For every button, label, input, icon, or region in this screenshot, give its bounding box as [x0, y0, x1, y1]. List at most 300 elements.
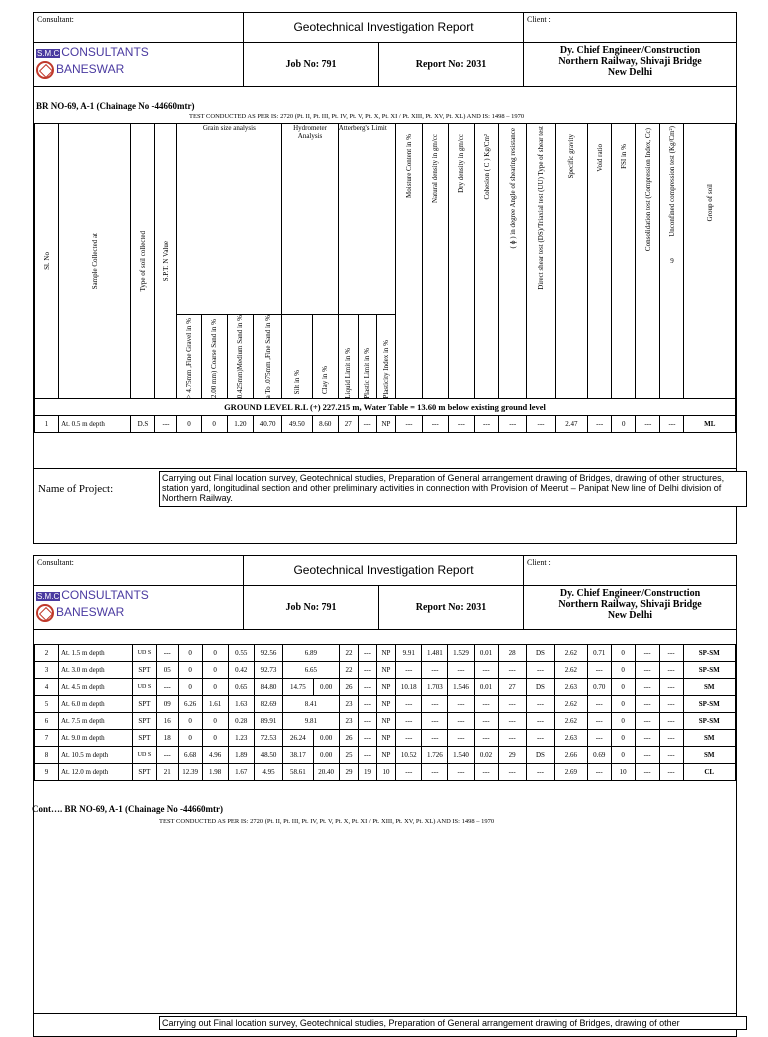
table-cell: SP-SM [683, 645, 736, 662]
table-cell: 12.39 [178, 764, 202, 781]
col-type: Type of soil collected [131, 124, 155, 399]
table-cell: 40.70 [253, 416, 281, 433]
table-cell: 82.69 [254, 696, 282, 713]
report-title: Geotechnical Investigation Report [244, 556, 524, 586]
table-cell: --- [526, 696, 554, 713]
emblem-icon [36, 61, 54, 79]
table-cell: --- [448, 696, 474, 713]
continued-test-line: TEST CONDUCTED AS PER IS: 2720 (Pt. II, Pt. III, Pt. IV, Pt. V, Pt. X, Pt. XI / Pt. XIII, Pt. XV, Pt. XL) AND IS: 1498 – 1970 [159, 818, 495, 825]
table-cell: --- [422, 416, 448, 433]
table-cell: 1.726 [422, 747, 448, 764]
logo-cell [34, 586, 244, 630]
table-cell: 0 [202, 679, 228, 696]
table-cell: SPT [132, 764, 156, 781]
table-cell: CL [683, 764, 736, 781]
table-cell: SM [683, 730, 736, 747]
project-description: Carrying out Final location survey, Geotechnical studies, Preparation of General arrangement drawing of Bridges, drawing of other structures, station yard, longitudinal section and other preliminary activities in connection with Provision of Meerut – Panipat New line of Delhi division of Northern Railway. [159, 471, 747, 507]
table-cell: --- [156, 679, 178, 696]
table-cell: 48.50 [254, 747, 282, 764]
table-cell: --- [659, 679, 683, 696]
continued-heading: Cont…. BR NO-69, A-1 (Chainage No -44660mtr) [32, 804, 223, 814]
table-cell: 22 [339, 645, 359, 662]
table-cell: 0 [178, 662, 202, 679]
table-cell: 9.81 [283, 713, 340, 730]
table-cell: SP-SM [683, 713, 736, 730]
table-cell: 9 [35, 764, 59, 781]
col-fsi: FSI in % [612, 124, 636, 399]
table-cell: 0 [611, 679, 635, 696]
table-cell: --- [448, 730, 474, 747]
table-cell: 26.24 [283, 730, 313, 747]
table-cell: --- [448, 416, 474, 433]
table-cell: --- [359, 730, 376, 747]
table-cell: D.S [131, 416, 155, 433]
table-cell: At. 6.0 m depth [58, 696, 132, 713]
table-cell: --- [359, 696, 376, 713]
table-cell: 2.63 [555, 730, 588, 747]
table-cell: --- [474, 416, 498, 433]
table-cell: --- [422, 696, 448, 713]
grain-size-group: Grain size analysis [177, 124, 282, 315]
table-cell: 92.56 [254, 645, 282, 662]
table-cell: 1 [35, 416, 59, 433]
col-sl: Sl. No [35, 124, 59, 399]
table-cell: 6.26 [178, 696, 202, 713]
col-test-type: Direct shear test (DS)/Triaxial test (UU) Type of shear test [527, 124, 555, 399]
table-cell: 0.65 [228, 679, 254, 696]
table-cell: SP-SM [683, 662, 736, 679]
table-cell: At. 4.5 m depth [58, 679, 132, 696]
table-cell: --- [635, 696, 659, 713]
client-label: Client : [524, 556, 736, 586]
col-group: Group of soil [684, 124, 736, 399]
table-cell: --- [474, 662, 498, 679]
table-cell: 0.69 [587, 747, 611, 764]
table-cell: 18 [156, 730, 178, 747]
table-cell: SPT [132, 662, 156, 679]
table-cell: 21 [156, 764, 178, 781]
table-cell: 2.63 [555, 679, 588, 696]
table-cell: 5 [35, 696, 59, 713]
table-cell: UD S [132, 679, 156, 696]
table-cell: NP [376, 679, 396, 696]
table-cell: 28 [498, 645, 526, 662]
table-cell: --- [359, 645, 376, 662]
logo-top-text: CONSULTANTS [61, 588, 149, 602]
table-cell: 0.01 [474, 679, 498, 696]
table-cell: 8 [35, 747, 59, 764]
col-cohesion: Cohesion ( C ) Kg/Cm² [474, 124, 498, 399]
table-cell: --- [422, 662, 448, 679]
table-cell: 22 [339, 662, 359, 679]
client-line-3: New Delhi [607, 67, 653, 78]
table-cell: 4 [35, 679, 59, 696]
table-cell: NP [376, 645, 396, 662]
table-cell: 4.96 [202, 747, 228, 764]
table-cell: --- [587, 730, 611, 747]
table-cell: 0.00 [313, 747, 339, 764]
table-cell: --- [526, 713, 554, 730]
table-cell: 1.61 [202, 696, 228, 713]
table-cell: 09 [156, 696, 178, 713]
col-pl: Plastic Limit in % [358, 315, 376, 399]
col-pi: Plasticity Index in % [376, 315, 396, 399]
table-cell: --- [635, 764, 659, 781]
logo-box: S.M.C [37, 592, 60, 601]
table-cell: SM [683, 747, 736, 764]
table-cell: --- [156, 747, 178, 764]
table-cell: 0 [202, 645, 228, 662]
table-cell: 8.41 [283, 696, 340, 713]
table-row [35, 713, 736, 730]
table-cell: 1.89 [228, 747, 254, 764]
table-cell: 2.69 [555, 764, 588, 781]
client-address [524, 43, 736, 87]
col-spt: S.P.T. N Value [155, 124, 177, 399]
table-cell: NP [376, 696, 396, 713]
table-cell: 16 [156, 713, 178, 730]
table-cell: --- [635, 713, 659, 730]
table-cell: 0 [611, 730, 635, 747]
table-cell: 0 [611, 713, 635, 730]
table-cell: 29 [339, 764, 359, 781]
col-dry-density: Dry density in gm/cc [448, 124, 474, 399]
table-cell: 2.62 [555, 713, 588, 730]
col-coarse-sand: 2.00 mm) Coarse Sand in % [201, 315, 227, 399]
table-cell: NP [376, 730, 396, 747]
table-cell: SPT [132, 696, 156, 713]
table-cell: --- [359, 662, 376, 679]
table-cell: 1.67 [228, 764, 254, 781]
table-cell: 0 [178, 730, 202, 747]
table-cell: --- [635, 730, 659, 747]
table-cell: --- [587, 662, 611, 679]
table-cell: --- [422, 713, 448, 730]
table-cell: At. 7.5 m depth [58, 713, 132, 730]
job-no: Job No: 791 [244, 43, 379, 87]
table-cell: 1.481 [422, 645, 448, 662]
report-header [34, 13, 736, 87]
table-cell: --- [526, 730, 554, 747]
table-cell: DS [526, 679, 554, 696]
table-cell: 0.55 [228, 645, 254, 662]
table-cell: 6.68 [178, 747, 202, 764]
table-cell: 7 [35, 730, 59, 747]
table-cell: ML [684, 416, 736, 433]
table-cell: 27 [338, 416, 358, 433]
table-cell: 2.62 [555, 696, 588, 713]
table-cell: --- [635, 679, 659, 696]
table-cell: 0 [611, 662, 635, 679]
table-row [35, 730, 736, 747]
table-cell: --- [396, 662, 422, 679]
table-cell: 26 [339, 730, 359, 747]
report-no: Report No: 2031 [379, 586, 524, 630]
table-cell: NP [376, 662, 396, 679]
section-heading: BR NO-69, A-1 (Chainage No -44660mtr) [36, 101, 195, 111]
table-cell: --- [448, 713, 474, 730]
table-cell: 19 [359, 764, 376, 781]
table-cell: 84.80 [254, 679, 282, 696]
table-cell: 0.01 [474, 645, 498, 662]
table-cell: 10 [376, 764, 396, 781]
table-cell: 2.62 [555, 645, 588, 662]
table-cell: DS [526, 747, 554, 764]
table-cell: --- [498, 764, 526, 781]
consultant-logo [36, 588, 149, 622]
client-line-3: New Delhi [607, 610, 653, 621]
table-cell: At. 0.5 m depth [59, 416, 131, 433]
table-cell: 49.50 [282, 416, 312, 433]
table-cell: 72.53 [254, 730, 282, 747]
table-cell: --- [498, 713, 526, 730]
logo-bottom-text: BANESWAR [56, 605, 125, 620]
table-cell: 05 [156, 662, 178, 679]
table-cell: At. 3.0 m depth [58, 662, 132, 679]
atterberg-group: Atterberg's Limit [338, 124, 396, 315]
table-cell: 26 [339, 679, 359, 696]
table-cell: 0.28 [228, 713, 254, 730]
table-cell: --- [498, 730, 526, 747]
table-cell: --- [659, 696, 683, 713]
table-cell: SPT [132, 713, 156, 730]
table-cell: 29 [498, 747, 526, 764]
table-cell: --- [396, 730, 422, 747]
table-cell: --- [526, 662, 554, 679]
table-cell: --- [659, 645, 683, 662]
table-cell: --- [359, 679, 376, 696]
results-table-page2 [34, 644, 736, 781]
col-fine-sand: a To .075mm ,Fine Sand in % [253, 315, 281, 399]
table-cell: 0 [202, 730, 228, 747]
table-cell: --- [474, 730, 498, 747]
table-cell: --- [474, 713, 498, 730]
table-cell: --- [636, 416, 660, 433]
table-cell: --- [396, 696, 422, 713]
table-cell: 14.75 [283, 679, 313, 696]
report-header [34, 556, 736, 630]
table-cell: 92.73 [254, 662, 282, 679]
table-cell: SM [683, 679, 736, 696]
table-cell: 38.17 [283, 747, 313, 764]
job-no: Job No: 791 [244, 586, 379, 630]
table-cell: 25 [339, 747, 359, 764]
client-line-2: Northern Railway, Shivaji Bridge [558, 599, 702, 610]
table-cell: --- [587, 764, 611, 781]
table-cell: 6.89 [283, 645, 340, 662]
table-cell: --- [474, 764, 498, 781]
col-sample: Sample Collected at [59, 124, 131, 399]
table-cell: 20.40 [313, 764, 339, 781]
client-line-1: Dy. Chief Engineer/Construction [559, 588, 701, 599]
table-cell: 6 [35, 713, 59, 730]
table-cell: 8.60 [312, 416, 338, 433]
client-address [524, 586, 736, 630]
table-cell: DS [526, 645, 554, 662]
results-table-page1 [34, 123, 736, 433]
consultant-label: Consultant: [34, 556, 244, 586]
report-sheet-2 [33, 555, 737, 1037]
table-cell: 1.20 [227, 416, 253, 433]
table-cell: At. 12.0 m depth [58, 764, 132, 781]
col-ucs: Unconfined compression test (Kg/Cm²) 9 [660, 124, 684, 399]
table-cell: 9.91 [396, 645, 422, 662]
logo-bottom-text: BANESWAR [56, 62, 125, 77]
table-row [35, 679, 736, 696]
table-cell: 1.529 [448, 645, 474, 662]
table-cell: --- [474, 696, 498, 713]
table-cell: 0 [611, 645, 635, 662]
table-cell: --- [635, 662, 659, 679]
col-medium-sand: 0.425mm)Medium Sand in % [227, 315, 253, 399]
table-cell: 1.546 [448, 679, 474, 696]
table-cell: --- [359, 713, 376, 730]
table-cell: --- [359, 747, 376, 764]
table-cell: NP [376, 713, 396, 730]
consultant-logo [36, 45, 149, 79]
table-row [35, 696, 736, 713]
col-consolidation: Consolidation test (Compression Index, Cc) [636, 124, 660, 399]
table-cell: 0.70 [587, 679, 611, 696]
emblem-icon [36, 604, 54, 622]
col-natural-density: Natural density in gm/cc [422, 124, 448, 399]
table-cell: 27 [498, 679, 526, 696]
table-cell: --- [635, 645, 659, 662]
client-label: Client : [524, 13, 736, 43]
table-cell: At. 10.5 m depth [58, 747, 132, 764]
table-cell: 0 [202, 662, 228, 679]
report-title: Geotechnical Investigation Report [244, 13, 524, 43]
table-cell: --- [448, 764, 474, 781]
table-cell: 23 [339, 713, 359, 730]
table-cell: SPT [132, 730, 156, 747]
table-cell: 0.71 [587, 645, 611, 662]
table-cell: 0.02 [474, 747, 498, 764]
project-section [34, 1013, 736, 1037]
table-cell: --- [448, 662, 474, 679]
table-cell: NP [376, 747, 396, 764]
table-cell: 0.42 [228, 662, 254, 679]
table-cell: 89.91 [254, 713, 282, 730]
table-cell: 3 [35, 662, 59, 679]
table-cell: 0 [611, 696, 635, 713]
table-cell: At. 9.0 m depth [58, 730, 132, 747]
table-cell: --- [659, 747, 683, 764]
table-row [35, 747, 736, 764]
table-cell: 2 [35, 645, 59, 662]
table-cell: 0 [202, 713, 228, 730]
table-cell: At. 1.5 m depth [58, 645, 132, 662]
table-cell: 23 [339, 696, 359, 713]
table-cell: --- [659, 730, 683, 747]
project-label: Name of Project: [38, 483, 114, 495]
table-cell: --- [659, 764, 683, 781]
table-cell: 1.98 [202, 764, 228, 781]
table-cell: 10.18 [396, 679, 422, 696]
table-cell: 0 [611, 747, 635, 764]
table-cell: 2.66 [555, 747, 588, 764]
table-cell: 10 [611, 764, 635, 781]
table-cell: 6.65 [283, 662, 340, 679]
table-cell: NP [376, 416, 396, 433]
table-cell: 0 [178, 679, 202, 696]
table-cell: --- [498, 662, 526, 679]
table-cell: --- [498, 696, 526, 713]
client-line-1: Dy. Chief Engineer/Construction [559, 45, 701, 56]
table-cell: --- [422, 764, 448, 781]
table-cell: --- [660, 416, 684, 433]
hydrometer-group: Hydrometer Analysis [282, 124, 339, 315]
project-section [34, 468, 736, 544]
table-cell: 58.61 [283, 764, 313, 781]
col-phi: ( ɸ ) in degree Angle of shearing resistance [499, 124, 527, 399]
project-description: Carrying out Final location survey, Geotechnical studies, Preparation of General arrangement drawing of Bridges, drawing of other [159, 1016, 747, 1030]
table-cell: --- [499, 416, 527, 433]
table-cell: 0 [201, 416, 227, 433]
table-cell: 1.540 [448, 747, 474, 764]
table-cell: --- [587, 713, 611, 730]
table-cell: 1.63 [228, 696, 254, 713]
table-cell: 0.00 [313, 679, 339, 696]
table-cell: --- [527, 416, 555, 433]
table-cell: 2.47 [555, 416, 587, 433]
table-cell: SP-SM [683, 696, 736, 713]
col-ll: Liquid Limit in % [338, 315, 358, 399]
table-cell: 1.23 [228, 730, 254, 747]
report-sheet-1 [33, 12, 737, 544]
table-cell: --- [635, 747, 659, 764]
table-cell: --- [526, 764, 554, 781]
table-cell: --- [396, 416, 422, 433]
table-cell: --- [659, 713, 683, 730]
table-cell: --- [396, 764, 422, 781]
table-row [35, 416, 736, 433]
table-cell: 0 [178, 645, 202, 662]
table-cell: --- [587, 696, 611, 713]
table-cell: 0 [178, 713, 202, 730]
table-cell: --- [396, 713, 422, 730]
report-no: Report No: 2031 [379, 43, 524, 87]
table-cell: 0 [612, 416, 636, 433]
col-silt: Silt in % [282, 315, 312, 399]
table-cell: UD S [132, 645, 156, 662]
table-cell: 0.00 [313, 730, 339, 747]
logo-top-text: CONSULTANTS [61, 45, 149, 59]
logo-box: S.M.C [37, 49, 60, 58]
table-cell: --- [155, 416, 177, 433]
ground-level-row: GROUND LEVEL R.L (+) 227.215 m, Water Table = 13.60 m below existing ground level [35, 399, 736, 416]
col-clay: Clay in % [312, 315, 338, 399]
table-cell: --- [358, 416, 376, 433]
logo-cell [34, 43, 244, 87]
table-row [35, 764, 736, 781]
table-cell: 4.95 [254, 764, 282, 781]
col-moisture: Moisture Content in % [396, 124, 422, 399]
table-cell: 1.703 [422, 679, 448, 696]
col-gravel: > 4.75mm ,Fine Gravel in % [177, 315, 201, 399]
table-cell: --- [659, 662, 683, 679]
table-row [35, 645, 736, 662]
table-cell: --- [588, 416, 612, 433]
table-cell: --- [422, 730, 448, 747]
table-row [35, 662, 736, 679]
test-standard-line: TEST CONDUCTED AS PER IS: 2720 (Pt. II, Pt. III, Pt. IV, Pt. V, Pt. X, Pt. XI / Pt. XIII, Pt. XV, Pt. XL) AND IS: 1498 – 1970 [189, 113, 525, 120]
table-cell: UD S [132, 747, 156, 764]
table-cell: --- [156, 645, 178, 662]
table-cell: 10.52 [396, 747, 422, 764]
table-cell: 2.62 [555, 662, 588, 679]
consultant-label: Consultant: [34, 13, 244, 43]
